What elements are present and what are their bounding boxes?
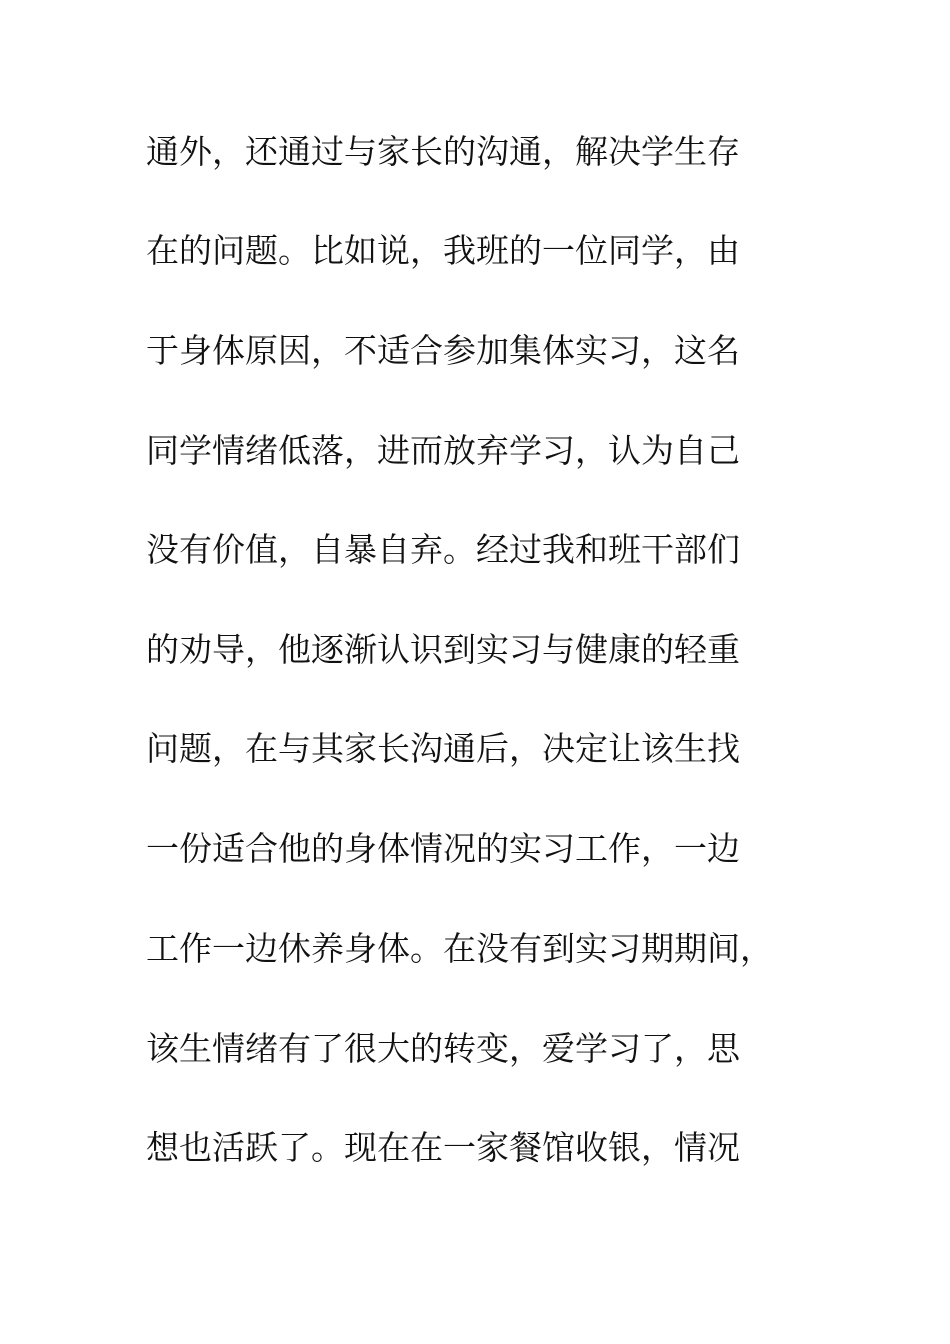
text-line: 在的问题。比如说，我班的一位同学，由 xyxy=(146,231,740,270)
text-line: 想也活跃了。现在在一家餐馆收银，情况 xyxy=(146,1128,740,1167)
text-line: 同学情绪低落，进而放弃学习，认为自己 xyxy=(146,431,740,470)
text-line: 的劝导，他逐渐认识到实习与健康的轻重 xyxy=(146,630,740,669)
text-line: 于身体原因，不适合参加集体实习，这名 xyxy=(146,331,740,370)
text-line: 该生情绪有了很大的转变，爱学习了，思 xyxy=(146,1029,740,1068)
text-line: 通外，还通过与家长的沟通，解决学生存 xyxy=(146,132,740,171)
text-line: 没有价值，自暴自弃。经过我和班干部们 xyxy=(146,530,740,569)
text-line: 一份适合他的身体情况的实习工作，一边 xyxy=(146,829,740,868)
text-line: 工作一边休养身体。在没有到实习期期间， xyxy=(146,929,773,968)
text-line: 问题，在与其家长沟通后，决定让该生找 xyxy=(146,729,740,768)
